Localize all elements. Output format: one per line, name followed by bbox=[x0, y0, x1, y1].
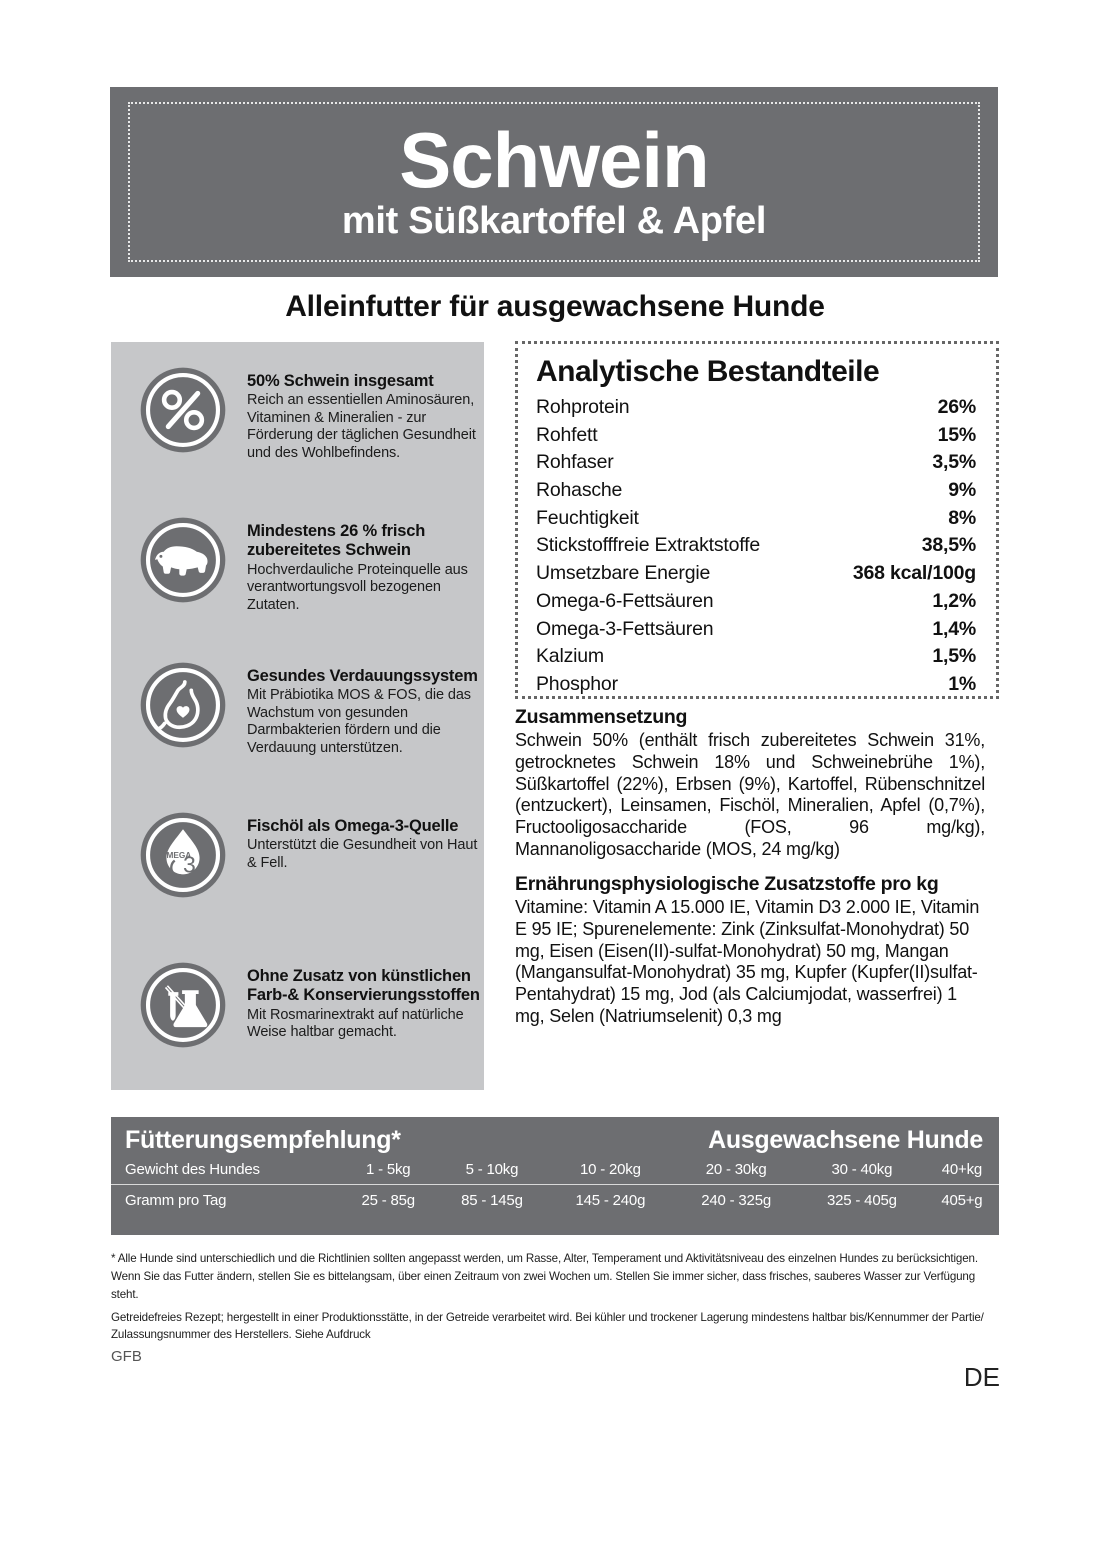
feeding-weight-cell: 20 - 30kg bbox=[673, 1157, 799, 1185]
feature-text bbox=[247, 659, 481, 757]
recipe-code: GFB bbox=[111, 1348, 142, 1365]
feeding-grams-cell: 145 - 240g bbox=[575, 1192, 646, 1209]
feature-text bbox=[247, 809, 481, 901]
analytical-label: Omega-3-Fettsäuren bbox=[536, 617, 714, 640]
omega-3-droplet-icon bbox=[137, 809, 233, 901]
omega-number: 3 bbox=[183, 851, 196, 878]
analytical-row bbox=[536, 588, 976, 616]
analytical-label: Rohprotein bbox=[536, 396, 630, 418]
title-banner bbox=[110, 87, 998, 277]
analytical-value: 26% bbox=[937, 396, 976, 418]
feeding-grams-cell: 325 - 405g bbox=[827, 1192, 897, 1209]
analytical-value: 1,2% bbox=[932, 589, 976, 612]
footnote-feeding: * Alle Hunde sind unterschiedlich und die Richtlinien sollten angepasst werden, um Rasse, Alter, Temperament und Aktivitätsniveau des einzelnen Hundes zu berücksichtigen. Wenn Sie das Futter ändern, stellen Sie es bittelangsam, über einen Zeitraum von zwei Wochen um. Stellen Sie immer sicher, dass frisches, sauberes Wasser zur Verfügung steht. bbox=[111, 1252, 978, 1301]
feature-item bbox=[137, 364, 482, 462]
feature-item bbox=[137, 514, 482, 614]
table-row bbox=[111, 1157, 999, 1185]
feeding-guide-title: Fütterungsempfehlung* bbox=[125, 1126, 401, 1154]
omega-word: OMEGA bbox=[160, 850, 192, 860]
feeding-weight-cell: 30 - 40kg bbox=[799, 1157, 925, 1185]
analytical-value: 1% bbox=[948, 672, 976, 695]
analytical-value: 368 kcal/100g bbox=[852, 562, 976, 585]
omega-3-droplet-icon-svg bbox=[137, 809, 229, 901]
analytical-value: 1,4% bbox=[932, 617, 976, 640]
title-banner-inner-border bbox=[128, 102, 980, 262]
analytical-row bbox=[536, 422, 976, 450]
analytical-value: 8% bbox=[948, 506, 976, 529]
analytical-label: Rohfaser bbox=[536, 451, 614, 474]
pig-icon-svg bbox=[137, 514, 229, 606]
analytical-label: Umsetzbare Energie bbox=[536, 562, 711, 585]
feature-title: 50% Schwein insgesamt bbox=[247, 372, 434, 390]
feeding-grams-cell: 25 - 85g bbox=[361, 1192, 415, 1209]
feature-body: Reich an essentiellen Aminosäuren, Vitaminen & Mineralien - zur Förderung der täglichen Gesundheit und des Wohlbefindens. bbox=[247, 392, 476, 461]
features-panel bbox=[111, 342, 484, 1090]
composition-block bbox=[515, 706, 985, 861]
analytical-row bbox=[536, 616, 976, 644]
analytical-value: 1,5% bbox=[932, 645, 976, 668]
feeding-grams-cell: 85 - 145g bbox=[461, 1192, 523, 1209]
feeding-weight-cell: 40+kg bbox=[925, 1157, 999, 1185]
feature-item bbox=[137, 659, 482, 757]
feeding-weight-label: Gewicht des Hundes bbox=[111, 1157, 340, 1185]
feature-text bbox=[247, 514, 481, 614]
feeding-grams-cell: 405+g bbox=[941, 1192, 983, 1209]
feature-text bbox=[247, 959, 481, 1051]
analytical-row bbox=[536, 671, 976, 699]
feature-item bbox=[137, 809, 482, 901]
feature-title: Ohne Zusatz von künstlichen Farb-& Konservierungsstoffen bbox=[247, 967, 480, 1005]
analytical-label: Rohasche bbox=[536, 479, 623, 502]
feeding-weight-cell: 10 - 20kg bbox=[547, 1157, 673, 1185]
feeding-grams-cell: 240 - 325g bbox=[701, 1192, 771, 1209]
analytical-label: Phosphor bbox=[536, 672, 618, 695]
composition-heading: Zusammensetzung bbox=[515, 706, 688, 728]
product-subtitle: mit Süßkartoffel & Apfel bbox=[341, 200, 767, 243]
feeding-weight-cell: 5 - 10kg bbox=[436, 1157, 547, 1185]
feature-body: Unterstützt die Gesundheit von Haut & Fell. bbox=[247, 837, 478, 871]
footnote-storage: Getreidefreies Rezept; hergestellt in einer Produktionsstätte, in der Getreide verarbeitet wird. Bei kühler und trockener Lagerung mindestens haltbar bis/Kennummer der Partie/ Zulassungsnummer des Herstellers. Siehe Aufdruck bbox=[111, 1311, 984, 1341]
analytical-row bbox=[536, 477, 976, 505]
feature-title: Gesundes Verdauungssystem bbox=[247, 667, 478, 685]
analytical-label: Kalzium bbox=[536, 645, 604, 668]
analytical-label: Feuchtigkeit bbox=[536, 506, 639, 529]
feature-body: Mit Rosmarinextrakt auf natürliche Weise haltbar gemacht. bbox=[247, 1006, 464, 1041]
country-code: DE bbox=[963, 1362, 1000, 1392]
feeding-grams-label: Gramm pro Tag bbox=[125, 1192, 227, 1209]
analytical-value: 15% bbox=[937, 423, 976, 446]
analytical-constituents-box bbox=[515, 341, 999, 699]
analytical-row bbox=[536, 560, 976, 588]
feeding-guide-header bbox=[111, 1117, 999, 1155]
feeding-guide-audience: Ausgewachsene Hunde bbox=[708, 1126, 983, 1154]
analytical-value: 9% bbox=[948, 479, 976, 502]
feature-title: Mindestens 26 % frisch zubereitetes Schwein bbox=[247, 522, 426, 560]
feeding-weight-cell: 1 - 5kg bbox=[340, 1157, 436, 1185]
feature-text bbox=[247, 364, 481, 462]
stomach-heart-icon-svg bbox=[137, 659, 229, 751]
product-name: Schwein bbox=[399, 115, 709, 204]
analytical-constituents-title: Analytische Bestandteile bbox=[536, 355, 880, 388]
composition-text: Schwein 50% (enthält frisch zubereitetes Schwein 31%, getrocknetes Schwein 18% und Schweinebrühe 1%), Süßkartoffel (22%), Erbsen (9%), Kartoffel, Rübenschnitzel (entzuckert), Leinsamen, Fischöl, Mineralien, Apfel (0,7%), Fructooligosaccharide (FOS, 96 mg/kg), Mannanoligosaccharide (MOS, 24 mg/kg) bbox=[515, 730, 985, 859]
analytical-label: Omega-6-Fettsäuren bbox=[536, 589, 714, 612]
analytical-row bbox=[536, 505, 976, 533]
analytical-label: Stickstofffreie Extraktstoffe bbox=[536, 534, 760, 557]
feature-body: Mit Präbiotika MOS & FOS, die das Wachstum von gesunden Darmbakterien fördern und die Verdauung unterstützen. bbox=[247, 687, 471, 756]
pig-icon bbox=[137, 514, 233, 614]
analytical-label: Rohfett bbox=[536, 423, 598, 446]
feature-title: Fischöl als Omega-3-Quelle bbox=[247, 817, 459, 835]
no-chemicals-icon bbox=[137, 959, 233, 1051]
additives-text: Vitamine: Vitamin A 15.000 IE, Vitamin D3 2.000 IE, Vitamin E 95 IE; Spurenelemente: Zink (Zinksulfat-Monohydrat) 50 mg, Eisen (Eisen(II)-sulfat-Monohydrat) 50 mg, Mangan (Mangansulfat-Monohydrat) 35 mg, Kupfer (Kupfer(II)sulfat-Pentahydrat) 15 mg, Jod (als Calciumjodat, wasserfrei) 1 mg, Selen (Natriumselenit) 0,3 mg bbox=[515, 897, 980, 1026]
feature-item bbox=[137, 959, 482, 1051]
analytical-row bbox=[536, 532, 976, 560]
additives-heading: Ernährungsphysiologische Zusatzstoffe pro kg bbox=[515, 873, 939, 895]
no-chemicals-icon-svg bbox=[137, 959, 229, 1051]
percent-icon-svg bbox=[137, 364, 229, 456]
analytical-value: 38,5% bbox=[921, 534, 976, 557]
analytical-row bbox=[536, 394, 976, 422]
stomach-heart-icon bbox=[137, 659, 233, 757]
feeding-table bbox=[111, 1157, 999, 1213]
percent-icon bbox=[137, 364, 233, 462]
complete-food-statement: Alleinfutter für ausgewachsene Hunde bbox=[285, 290, 825, 323]
analytical-row bbox=[536, 643, 976, 671]
analytical-row bbox=[536, 449, 976, 477]
analytical-value: 3,5% bbox=[932, 451, 976, 474]
feature-body: Hochverdauliche Proteinquelle aus verantwortungsvoll bezogenen Zutaten. bbox=[247, 561, 468, 613]
feeding-guide bbox=[111, 1117, 999, 1235]
additives-block bbox=[515, 873, 985, 1028]
table-row bbox=[111, 1185, 999, 1214]
